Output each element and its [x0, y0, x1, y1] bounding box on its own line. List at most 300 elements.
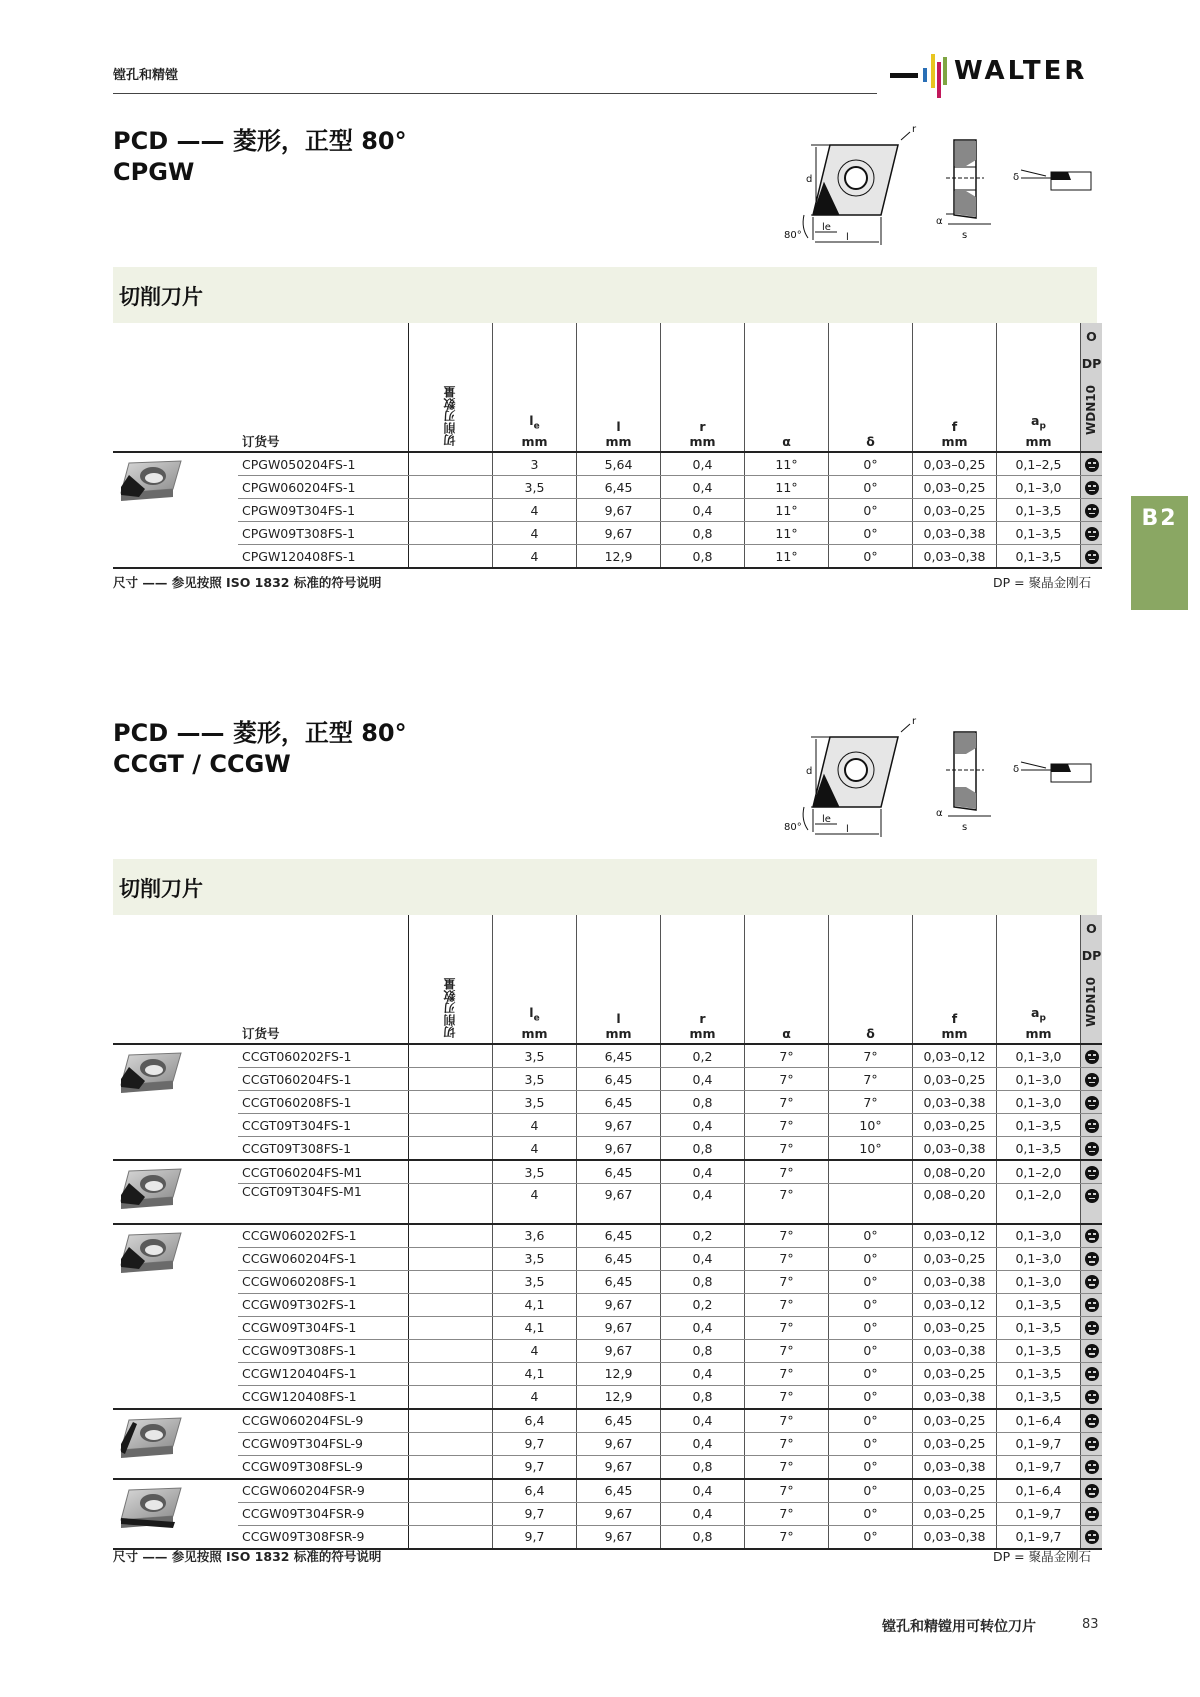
- cell-le: 9,7: [493, 1432, 577, 1455]
- insert-image: [113, 1224, 238, 1409]
- svg-text:δ: δ: [1013, 764, 1020, 775]
- wdn10-grade-icon: [1085, 1484, 1099, 1498]
- cell-l: 12,9: [577, 1362, 661, 1385]
- cell-le: 9,7: [493, 1502, 577, 1525]
- insert-image: [113, 1409, 238, 1479]
- col-delta: δ: [829, 323, 913, 452]
- grade-cell: [1081, 1247, 1103, 1270]
- label-d: d: [806, 174, 813, 185]
- order-code[interactable]: CPGW050204FS-1: [238, 452, 409, 476]
- cell-ap: 0,1–3,5: [997, 1316, 1081, 1339]
- order-code[interactable]: CPGW120408FS-1: [238, 545, 409, 569]
- table-row: [113, 1160, 1102, 1184]
- cell-f: 0,08–0,20: [913, 1184, 997, 1224]
- cell-delta: 0°: [829, 1432, 913, 1455]
- order-code[interactable]: CCGW09T308FSL-9: [238, 1455, 409, 1479]
- edges-cell: [409, 522, 493, 545]
- cell-l: 9,67: [577, 499, 661, 522]
- table-row: [113, 499, 1102, 522]
- order-code[interactable]: CCGW060202FS-1: [238, 1224, 409, 1248]
- grade-cell: [1081, 1160, 1103, 1184]
- cell-ap: 0,1–6,4: [997, 1479, 1081, 1503]
- svg-text:s: s: [962, 822, 968, 833]
- cell-r: 0,8: [661, 1525, 745, 1549]
- col-f: f mm: [913, 323, 997, 452]
- cell-le: 4: [493, 545, 577, 569]
- col-order-no: 订货号: [238, 323, 409, 452]
- table-row: [113, 452, 1102, 476]
- svg-text:80°: 80°: [784, 822, 802, 833]
- cell-delta: 0°: [829, 1224, 913, 1248]
- cell-ap: 0,1–3,5: [997, 1385, 1081, 1409]
- cell-r: 0,4: [661, 1316, 745, 1339]
- band-label: 切削刀片: [119, 285, 203, 309]
- order-code[interactable]: CCGW060208FS-1: [238, 1270, 409, 1293]
- cell-l: 6,45: [577, 1091, 661, 1114]
- section-subtitle: CCGT / CCGW: [113, 750, 291, 778]
- cell-f: 0,03–0,38: [913, 1270, 997, 1293]
- logo-wordmark: WALTER: [954, 56, 1088, 86]
- cell-le: 3,5: [493, 1044, 577, 1068]
- order-code[interactable]: CCGT060204FS-1: [238, 1068, 409, 1091]
- table-row: [113, 1316, 1102, 1339]
- order-code[interactable]: CCGW09T302FS-1: [238, 1293, 409, 1316]
- cell-alpha: 7°: [745, 1525, 829, 1549]
- table-row: [113, 1339, 1102, 1362]
- cell-l: 9,67: [577, 522, 661, 545]
- grade-cell: [1081, 522, 1103, 545]
- cell-alpha: 7°: [745, 1160, 829, 1184]
- order-code[interactable]: CCGT09T304FS-M1: [238, 1184, 409, 1224]
- cell-le: 9,7: [493, 1525, 577, 1549]
- cell-r: 0,4: [661, 1068, 745, 1091]
- cell-l: 6,45: [577, 1479, 661, 1503]
- table-row: [113, 1479, 1102, 1503]
- cell-delta: 0°: [829, 1525, 913, 1549]
- chapter-tab[interactable]: [1131, 496, 1188, 610]
- cell-ap: 0,1–2,0: [997, 1184, 1081, 1224]
- section-title: PCD —— 菱形，正型 80°: [113, 127, 407, 155]
- cell-l: 6,45: [577, 1224, 661, 1248]
- order-code[interactable]: CCGT09T304FS-1: [238, 1114, 409, 1137]
- cell-delta: 7°: [829, 1091, 913, 1114]
- cell-alpha: 7°: [745, 1362, 829, 1385]
- cell-alpha: 7°: [745, 1224, 829, 1248]
- wdn10-grade-icon: [1085, 1119, 1099, 1133]
- cell-delta: 0°: [829, 1270, 913, 1293]
- cell-ap: 0,1–3,5: [997, 1137, 1081, 1161]
- cell-ap: 0,1–9,7: [997, 1502, 1081, 1525]
- edges-cell: [409, 1091, 493, 1114]
- cell-ap: 0,1–3,0: [997, 1270, 1081, 1293]
- cell-r: 0,2: [661, 1044, 745, 1068]
- table-row: [113, 1409, 1102, 1433]
- table-row: [113, 1270, 1102, 1293]
- running-head: 镗孔和精镗: [113, 68, 179, 83]
- cell-ap: 0,1–3,5: [997, 499, 1081, 522]
- order-code[interactable]: CCGW060204FSL-9: [238, 1409, 409, 1433]
- order-code[interactable]: CCGT060202FS-1: [238, 1044, 409, 1068]
- svg-text:l: l: [846, 232, 849, 243]
- cell-delta: 0°: [829, 1293, 913, 1316]
- table-row: [113, 1091, 1102, 1114]
- cell-delta: 0°: [829, 1316, 913, 1339]
- cell-r: 0,4: [661, 452, 745, 476]
- table-row: [113, 1525, 1102, 1549]
- table-row: [113, 1432, 1102, 1455]
- cell-l: 9,67: [577, 1293, 661, 1316]
- cell-r: 0,4: [661, 1409, 745, 1433]
- col-ap: $a_p$ mm: [997, 323, 1081, 452]
- cell-r: 0,8: [661, 1455, 745, 1479]
- edges-cell: [409, 499, 493, 522]
- grade-cell: [1081, 452, 1103, 476]
- cell-le: 6,4: [493, 1479, 577, 1503]
- wdn10-grade-icon: [1085, 1344, 1099, 1358]
- cell-ap: 0,1–3,0: [997, 1091, 1081, 1114]
- cell-le: 3: [493, 452, 577, 476]
- cell-delta: 0°: [829, 499, 913, 522]
- order-code[interactable]: CCGT060204FS-M1: [238, 1160, 409, 1184]
- cell-l: 6,45: [577, 1247, 661, 1270]
- order-code[interactable]: CCGW060204FSR-9: [238, 1479, 409, 1503]
- wdn10-grade-icon: [1085, 527, 1099, 541]
- table-row: [113, 1184, 1102, 1224]
- order-code[interactable]: CCGT09T308FS-1: [238, 1137, 409, 1161]
- order-code[interactable]: CCGT060208FS-1: [238, 1091, 409, 1114]
- cell-l: 9,67: [577, 1114, 661, 1137]
- grade-cell: [1081, 1362, 1103, 1385]
- cell-alpha: 7°: [745, 1316, 829, 1339]
- cell-f: 0,03–0,38: [913, 1385, 997, 1409]
- insert-geometry-diagram: [776, 712, 1096, 837]
- cell-r: 0,8: [661, 1339, 745, 1362]
- order-code[interactable]: CCGW09T308FSR-9: [238, 1525, 409, 1549]
- cell-delta: 0°: [829, 1479, 913, 1503]
- cell-le: 3,5: [493, 1068, 577, 1091]
- table-row: [113, 476, 1102, 499]
- svg-text:r: r: [912, 716, 917, 727]
- edges-cell: [409, 1247, 493, 1270]
- cell-f: 0,03–0,38: [913, 1339, 997, 1362]
- cell-delta: 10°: [829, 1114, 913, 1137]
- cell-f: 0,03–0,38: [913, 1137, 997, 1161]
- svg-text:α: α: [936, 216, 943, 227]
- edges-cell: [409, 1385, 493, 1409]
- band-label: 切削刀片: [119, 877, 203, 901]
- cell-l: 6,45: [577, 1409, 661, 1433]
- insert-geometry-diagram: [776, 120, 1096, 245]
- cell-f: 0,03–0,25: [913, 476, 997, 499]
- cell-ap: 0,1–3,5: [997, 1293, 1081, 1316]
- header-divider: [113, 93, 877, 94]
- cell-alpha: 7°: [745, 1044, 829, 1068]
- cell-alpha: 11°: [745, 499, 829, 522]
- cell-ap: 0,1–3,5: [997, 1339, 1081, 1362]
- col-order-no: 订货号: [238, 915, 409, 1044]
- cell-r: 0,8: [661, 1137, 745, 1161]
- cell-ap: 0,1–3,0: [997, 1044, 1081, 1068]
- grade-cell: [1081, 1137, 1103, 1161]
- cell-le: 3,5: [493, 1247, 577, 1270]
- cell-ap: 0,1–3,0: [997, 1247, 1081, 1270]
- col-le: $l_e$ mm: [493, 915, 577, 1044]
- order-code[interactable]: CPGW09T304FS-1: [238, 499, 409, 522]
- cell-l: 9,67: [577, 1455, 661, 1479]
- cell-r: 0,4: [661, 1479, 745, 1503]
- cell-r: 0,4: [661, 499, 745, 522]
- wdn10-grade-icon: [1085, 504, 1099, 518]
- wdn10-grade-icon: [1085, 1437, 1099, 1451]
- edges-cell: [409, 1479, 493, 1503]
- col-edges: 切削刃数量: [409, 915, 493, 1044]
- cell-f: 0,08–0,20: [913, 1160, 997, 1184]
- cell-delta: 0°: [829, 1502, 913, 1525]
- cell-delta: 0°: [829, 476, 913, 499]
- order-code[interactable]: CPGW09T308FS-1: [238, 522, 409, 545]
- order-code[interactable]: CCGW09T304FSL-9: [238, 1432, 409, 1455]
- grade-cell: [1081, 1224, 1103, 1248]
- cell-r: 0,4: [661, 1247, 745, 1270]
- section-title: PCD —— 菱形，正型 80°: [113, 719, 407, 747]
- cell-alpha: 7°: [745, 1068, 829, 1091]
- insert-table: [113, 323, 1102, 569]
- table-row: [113, 1114, 1102, 1137]
- cell-r: 0,8: [661, 545, 745, 569]
- cell-l: 9,67: [577, 1525, 661, 1549]
- grade-cell: [1081, 1385, 1103, 1409]
- col-ap: $a_p$ mm: [997, 915, 1081, 1044]
- cell-f: 0,03–0,38: [913, 545, 997, 569]
- wdn10-grade-icon: [1085, 1166, 1099, 1180]
- cell-delta: 0°: [829, 1362, 913, 1385]
- cell-le: 3,5: [493, 476, 577, 499]
- wdn10-grade-icon: [1085, 1073, 1099, 1087]
- cell-l: 9,67: [577, 1339, 661, 1362]
- table-row: [113, 1502, 1102, 1525]
- order-code[interactable]: CCGW09T304FS-1: [238, 1316, 409, 1339]
- order-code[interactable]: CCGW120404FS-1: [238, 1362, 409, 1385]
- cell-alpha: 7°: [745, 1339, 829, 1362]
- cell-le: 3,6: [493, 1224, 577, 1248]
- cell-delta: [829, 1184, 913, 1224]
- wdn10-grade-icon: [1085, 1367, 1099, 1381]
- insert-image: [113, 1479, 238, 1549]
- svg-text:80°: 80°: [784, 230, 802, 241]
- edges-cell: [409, 1455, 493, 1479]
- cell-r: 0,8: [661, 1091, 745, 1114]
- cell-l: 12,9: [577, 1385, 661, 1409]
- edges-cell: [409, 1525, 493, 1549]
- cell-l: 6,45: [577, 1270, 661, 1293]
- cell-r: 0,4: [661, 1362, 745, 1385]
- svg-text:δ: δ: [1013, 172, 1020, 183]
- cell-delta: [829, 1160, 913, 1184]
- cell-r: 0,4: [661, 1432, 745, 1455]
- cell-l: 5,64: [577, 452, 661, 476]
- edges-cell: [409, 1114, 493, 1137]
- cell-r: 0,4: [661, 476, 745, 499]
- wdn10-grade-icon: [1085, 1252, 1099, 1266]
- edges-cell: [409, 545, 493, 569]
- wdn10-grade-icon: [1085, 1142, 1099, 1156]
- wdn10-grade-icon: [1085, 481, 1099, 495]
- cell-f: 0,03–0,25: [913, 1479, 997, 1503]
- wdn10-grade-icon: [1085, 1229, 1099, 1243]
- cell-r: 0,2: [661, 1224, 745, 1248]
- col-grade: O DP WDN10: [1081, 915, 1103, 1044]
- grade-cell: [1081, 1044, 1103, 1068]
- table-row: [113, 1385, 1102, 1409]
- footnote: 尺寸 —— 参见按照 ISO 1832 标准的符号说明: [113, 575, 382, 590]
- grade-cell: [1081, 1339, 1103, 1362]
- order-code[interactable]: CCGW120408FS-1: [238, 1385, 409, 1409]
- cell-delta: 0°: [829, 1455, 913, 1479]
- cell-l: 9,67: [577, 1137, 661, 1161]
- svg-text:d: d: [806, 766, 813, 777]
- edges-cell: [409, 1160, 493, 1184]
- svg-text:α: α: [936, 808, 943, 819]
- wdn10-grade-icon: [1085, 1390, 1099, 1404]
- cell-l: 6,45: [577, 1044, 661, 1068]
- cell-ap: 0,1–3,0: [997, 1224, 1081, 1248]
- wdn10-grade-icon: [1085, 1321, 1099, 1335]
- cell-r: 0,4: [661, 1502, 745, 1525]
- grade-cell: [1081, 1409, 1103, 1433]
- cell-ap: 0,1–9,7: [997, 1525, 1081, 1549]
- cell-le: 9,7: [493, 1455, 577, 1479]
- logo-bar-blue: [923, 68, 927, 82]
- table-row: [113, 545, 1102, 569]
- cell-le: 4,1: [493, 1293, 577, 1316]
- table-row: [113, 1224, 1102, 1248]
- section-band: [113, 859, 1097, 915]
- edges-cell: [409, 1184, 493, 1224]
- cell-delta: 10°: [829, 1137, 913, 1161]
- col-r: r mm: [661, 323, 745, 452]
- section-subtitle: CPGW: [113, 158, 195, 186]
- cell-delta: 0°: [829, 1409, 913, 1433]
- table-row: [113, 1247, 1102, 1270]
- cell-le: 4: [493, 499, 577, 522]
- wdn10-grade-icon: [1085, 550, 1099, 564]
- order-code[interactable]: CCGW09T308FS-1: [238, 1339, 409, 1362]
- cell-le: 4: [493, 1137, 577, 1161]
- grade-cell: [1081, 1091, 1103, 1114]
- wdn10-grade-icon: [1085, 458, 1099, 472]
- wdn10-grade-icon: [1085, 1530, 1099, 1544]
- cell-r: 0,8: [661, 1270, 745, 1293]
- cell-delta: 0°: [829, 545, 913, 569]
- cell-le: 4,1: [493, 1362, 577, 1385]
- wdn10-grade-icon: [1085, 1507, 1099, 1521]
- col-alpha: α: [745, 915, 829, 1044]
- grade-cell: [1081, 1455, 1103, 1479]
- edges-cell: [409, 1068, 493, 1091]
- svg-text:le: le: [822, 814, 831, 825]
- cell-l: 6,45: [577, 1068, 661, 1091]
- cell-delta: 0°: [829, 522, 913, 545]
- cell-ap: 0,1–6,4: [997, 1409, 1081, 1433]
- col-alpha: α: [745, 323, 829, 452]
- cell-f: 0,03–0,25: [913, 1114, 997, 1137]
- order-code[interactable]: CCGW060204FS-1: [238, 1247, 409, 1270]
- table-row: [113, 1293, 1102, 1316]
- col-le: $l_e$ mm: [493, 323, 577, 452]
- cell-alpha: 7°: [745, 1137, 829, 1161]
- cell-l: 9,67: [577, 1184, 661, 1224]
- logo-bar-green: [943, 57, 947, 85]
- grade-cell: [1081, 1316, 1103, 1339]
- insert-image: [113, 1044, 238, 1160]
- svg-text:l: l: [846, 824, 849, 835]
- cell-f: 0,03–0,12: [913, 1044, 997, 1068]
- grade-cell: [1081, 1502, 1103, 1525]
- cell-f: 0,03–0,12: [913, 1224, 997, 1248]
- insert-table: [113, 915, 1102, 1550]
- cell-f: 0,03–0,25: [913, 1502, 997, 1525]
- cell-delta: 0°: [829, 1339, 913, 1362]
- cell-alpha: 7°: [745, 1409, 829, 1433]
- cell-alpha: 7°: [745, 1184, 829, 1224]
- logo-dash: [890, 73, 918, 78]
- grade-cell: [1081, 545, 1103, 569]
- cell-ap: 0,1–3,5: [997, 545, 1081, 569]
- table-row: [113, 1455, 1102, 1479]
- cell-delta: 0°: [829, 452, 913, 476]
- cell-le: 3,5: [493, 1160, 577, 1184]
- grade-cell: [1081, 1293, 1103, 1316]
- wdn10-grade-icon: [1085, 1298, 1099, 1312]
- edges-cell: [409, 1224, 493, 1248]
- footer-title: 镗孔和精镗用可转位刀片: [882, 1619, 1036, 1635]
- cell-f: 0,03–0,38: [913, 1455, 997, 1479]
- cell-f: 0,03–0,12: [913, 1293, 997, 1316]
- order-code[interactable]: CPGW060204FS-1: [238, 476, 409, 499]
- page-number: 83: [1082, 1617, 1099, 1632]
- cell-l: 9,67: [577, 1316, 661, 1339]
- cell-ap: 0,1–3,0: [997, 1068, 1081, 1091]
- cell-r: 0,4: [661, 1160, 745, 1184]
- cell-alpha: 11°: [745, 476, 829, 499]
- grade-cell: [1081, 1432, 1103, 1455]
- edges-cell: [409, 1293, 493, 1316]
- cell-le: 4: [493, 1385, 577, 1409]
- cell-alpha: 7°: [745, 1432, 829, 1455]
- insert-image: [113, 1160, 238, 1224]
- cell-alpha: 11°: [745, 522, 829, 545]
- svg-text:le: le: [822, 222, 831, 233]
- cell-ap: 0,1–2,5: [997, 452, 1081, 476]
- cell-le: 3,5: [493, 1270, 577, 1293]
- edges-cell: [409, 452, 493, 476]
- cell-l: 9,67: [577, 1432, 661, 1455]
- cell-f: 0,03–0,25: [913, 1068, 997, 1091]
- table-row: [113, 1362, 1102, 1385]
- dp-legend: DP = 聚晶金刚石: [993, 1549, 1092, 1564]
- cell-l: 9,67: [577, 1502, 661, 1525]
- cell-l: 6,45: [577, 1160, 661, 1184]
- col-r: r mm: [661, 915, 745, 1044]
- grade-cell: [1081, 1479, 1103, 1503]
- cell-r: 0,4: [661, 1114, 745, 1137]
- order-code[interactable]: CCGW09T304FSR-9: [238, 1502, 409, 1525]
- insert-image: [113, 452, 238, 568]
- cell-f: 0,03–0,25: [913, 1362, 997, 1385]
- cell-f: 0,03–0,25: [913, 499, 997, 522]
- table-row: [113, 1068, 1102, 1091]
- cell-l: 6,45: [577, 476, 661, 499]
